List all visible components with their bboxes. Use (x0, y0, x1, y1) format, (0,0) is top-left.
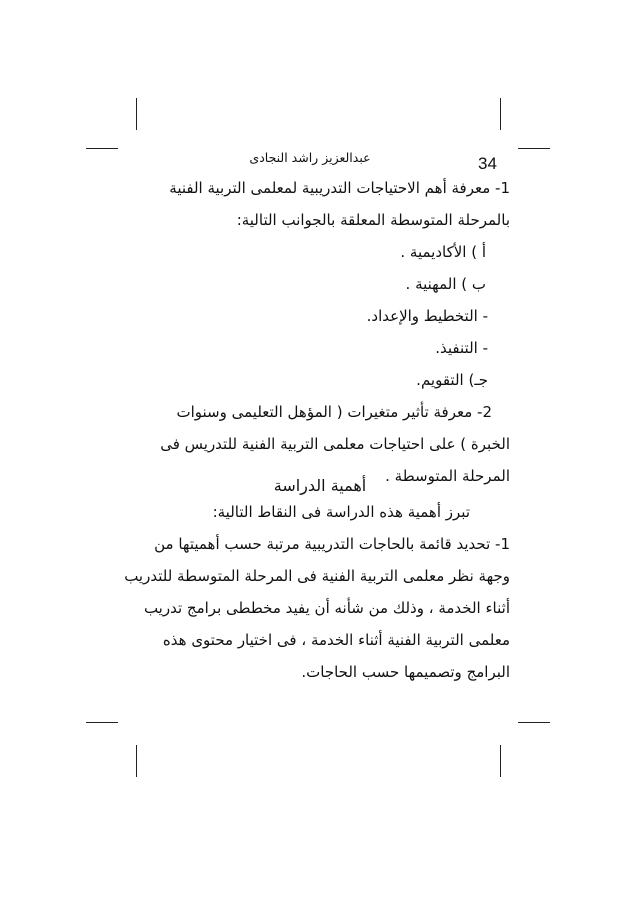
objective-line: الخبرة ) على احتياجات معلمى التربية الفنية للتدريس فى (160, 435, 510, 453)
objective-line: المرحلة المتوسطة . (385, 467, 510, 485)
crop-mark (500, 98, 501, 130)
importance-line: 1- تحديد قائمة بالحاجات التدريبية مرتبة حسب أهميتها من (154, 535, 510, 553)
importance-line: وجهة نظر معلمى التربية الفنية فى المرحلة المتوسطة للتدريب (124, 567, 510, 585)
importance-line: معلمى التربية الفنية أثناء الخدمة ، فى اختيار محتوى هذه (162, 631, 510, 649)
importance-line: البرامج وتصميمها حسب الحاجات. (301, 663, 510, 681)
importance-line: أثناء الخدمة ، وذلك من شأنه أن يفيد مخططى برامج تدريب (143, 599, 510, 617)
objective-line: - التنفيذ. (435, 339, 488, 357)
importance-block (124, 496, 510, 688)
crop-mark (86, 722, 118, 723)
objective-line: ب ) المهنية . (405, 275, 486, 293)
running-header-author: عبدالعزيز راشد النجادى (249, 150, 371, 165)
importance-line: تبرز أهمية هذه الدراسة فى النقاط التالية: (212, 503, 470, 521)
objective-line: - التخطيط والإعداد. (366, 307, 488, 325)
crop-mark (518, 148, 550, 149)
crop-mark (136, 745, 137, 777)
objective-line: أ ) الأكاديمية . (400, 243, 486, 261)
objective-line: 1- معرفة أهم الاحتياجات التدريبية لمعلمى التربية الفنية (169, 179, 510, 197)
objective-line: جـ) التقويم. (416, 371, 488, 389)
page-number: 34 (478, 154, 497, 173)
objective-line: 2- معرفة تأثير متغيرات ( المؤهل التعليمى وسنوات (176, 403, 492, 421)
crop-mark (500, 745, 501, 777)
crop-mark (518, 722, 550, 723)
crop-mark (86, 148, 118, 149)
crop-mark (136, 98, 137, 130)
objective-line: بالمرحلة المتوسطة المعلقة بالجوانب التالية: (236, 211, 510, 229)
objectives-block (150, 172, 510, 492)
section-heading: أهمية الدراسة (273, 476, 367, 495)
